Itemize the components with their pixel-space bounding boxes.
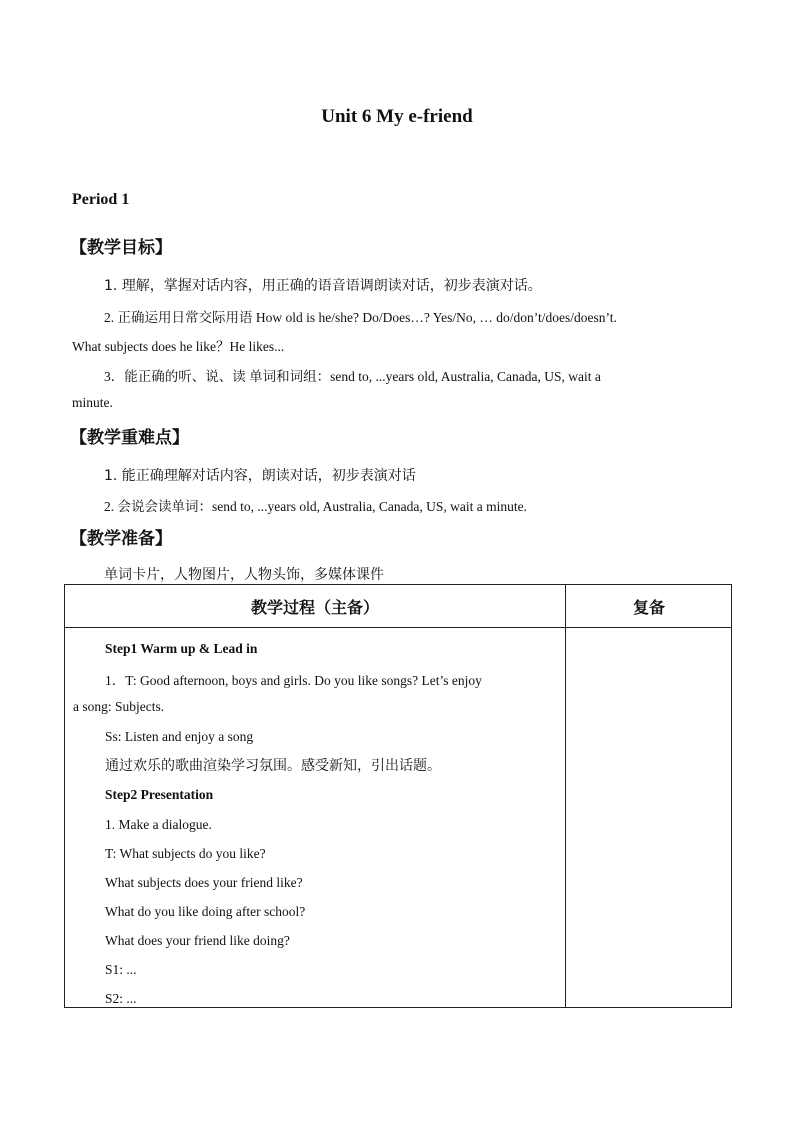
objective-item-3-line-2: minute. [72, 395, 113, 410]
step1-heading: Step1 Warm up & Lead in [105, 641, 258, 656]
step2-line-1: 1. Make a dialogue. [105, 817, 212, 832]
objectives-heading: 【教学目标】 [70, 238, 172, 258]
key-point-item-2: 2. 会说会读单词：send to, ...years old, Australia, Canada, US, wait a minute. [104, 499, 527, 514]
objective-item-2-line-2: What subjects does he like？He likes... [72, 339, 285, 354]
step2-line-3: What subjects does your friend like? [105, 875, 303, 890]
step2-line-7: S2: ... [105, 991, 137, 1006]
step2-heading: Step2 Presentation [105, 787, 214, 802]
step2-line-4: What do you like doing after school? [105, 904, 306, 919]
key-point-item-1-text: 1. 能正确理解对话内容，朗读对话，初步表演对话 [104, 468, 416, 484]
key-point-item-1 [104, 465, 416, 485]
lesson-process-table [64, 584, 732, 1008]
step1-line-2: Ss: Listen and enjoy a song [105, 729, 254, 744]
objective-item-1 [104, 275, 542, 295]
preparation-heading: 【教学准备】 [70, 529, 172, 549]
step1-line-1a: 1．T: Good afternoon, boys and girls. Do you like songs? Let’s enjoy [105, 673, 482, 688]
step1-line-1b: a song: Subjects. [73, 699, 165, 714]
period-label: Period 1 [72, 191, 130, 208]
preparation-text: 单词卡片，人物图片，人物头饰，多媒体课件 [104, 567, 384, 583]
table-column-divider [565, 585, 566, 1007]
step2-line-2: T: What subjects do you like? [105, 846, 266, 861]
objective-item-1-text: 1. 理解，掌握对话内容，用正确的语音语调朗读对话，初步表演对话。 [104, 278, 542, 294]
step1-line-3: 通过欢乐的歌曲渲染学习氛围。感受新知，引出话题。 [105, 758, 441, 774]
objective-item-3-line-1: 3．能正确的听、说、读 单词和词组：send to, ...years old, Australia, Canada, US, wait a [104, 369, 601, 384]
table-header-review: 复备 [632, 598, 665, 617]
step2-line-6: S1: ... [105, 962, 137, 977]
table-header-divider [65, 627, 731, 628]
document-title: Unit 6 My e-friend [321, 106, 473, 127]
key-points-heading: 【教学重难点】 [70, 428, 189, 448]
objective-item-2-line-1: 2. 正确运用日常交际用语 How old is he/she? Do/Does…? Yes/No, … do/don’t/does/doesn’t. [104, 310, 617, 325]
table-header-process: 教学过程（主备） [250, 598, 379, 617]
step2-line-5: What does your friend like doing? [105, 933, 290, 948]
